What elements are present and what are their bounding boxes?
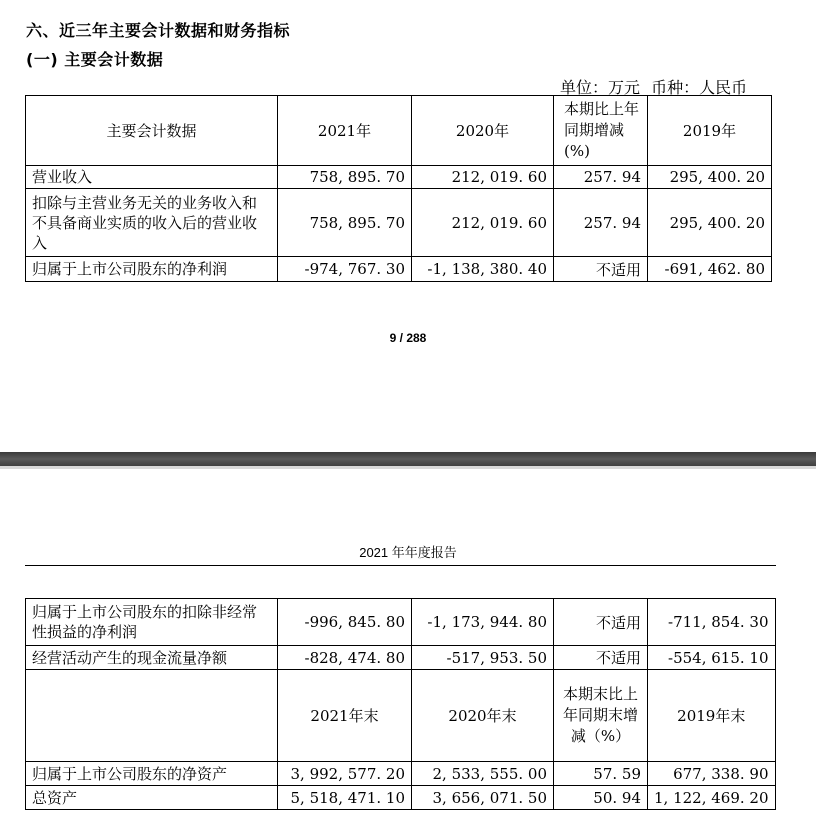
row-label: 归属于上市公司股东的扣除非经常性损益的净利润 — [26, 599, 278, 646]
value-2021: 5, 518, 471. 10 — [278, 786, 412, 810]
table-header-row — [26, 96, 772, 166]
value-change: 不适用 — [554, 257, 648, 282]
value-2019: -554, 615. 10 — [648, 646, 776, 670]
table-row — [26, 189, 772, 257]
header-cell — [26, 670, 278, 762]
row-label: 归属于上市公司股东的净利润 — [26, 257, 278, 282]
value-2019: -691, 462. 80 — [648, 257, 772, 282]
value-2021: -828, 474. 80 — [278, 646, 412, 670]
value-change: 257. 94 — [554, 189, 648, 257]
page-top-shadow — [0, 466, 816, 469]
header-cell: 2021年末 — [278, 670, 412, 762]
table-row — [26, 786, 776, 810]
value-2020: -517, 953. 50 — [412, 646, 554, 670]
value-2020: 3, 656, 071. 50 — [412, 786, 554, 810]
header-rule — [25, 565, 776, 566]
value-2019: 1, 122, 469. 20 — [648, 786, 776, 810]
value-2020: 2, 533, 555. 00 — [412, 762, 554, 786]
row-label: 经营活动产生的现金流量净额 — [26, 646, 278, 670]
value-2021: 3, 992, 577. 20 — [278, 762, 412, 786]
value-2019: 677, 338. 90 — [648, 762, 776, 786]
header-cell: 2021年 — [278, 96, 412, 166]
value-2020: 212, 019. 60 — [412, 166, 554, 189]
header-cell: 2020年 — [412, 96, 554, 166]
row-label: 营业收入 — [26, 166, 278, 189]
value-2020: 212, 019. 60 — [412, 189, 554, 257]
table-row — [26, 762, 776, 786]
table-row — [26, 599, 776, 646]
header-cell: 本期比上年同期增减(%) — [554, 96, 648, 166]
accounting-data-table — [25, 95, 772, 282]
table-row — [26, 646, 776, 670]
table-row — [26, 166, 772, 189]
header-cell: 2020年末 — [412, 670, 554, 762]
page-number: 9 / 288 — [389, 331, 427, 345]
unit-label: 单位：万元 — [560, 78, 641, 97]
report-header-title: 2021 年年度报告 — [359, 545, 457, 560]
header-cell: 主要会计数据 — [26, 96, 278, 166]
accounting-data-table-continued — [25, 598, 776, 810]
value-2019: 295, 400. 20 — [648, 166, 772, 189]
value-change: 不适用 — [554, 646, 648, 670]
header-cell: 本期末比上年同期末增减（%） — [554, 670, 648, 762]
value-2019: -711, 854. 30 — [648, 599, 776, 646]
value-2020: -1, 173, 944. 80 — [412, 599, 554, 646]
row-label: 总资产 — [26, 786, 278, 810]
page-separator — [0, 452, 816, 466]
value-change: 57. 59 — [554, 762, 648, 786]
value-change: 257. 94 — [554, 166, 648, 189]
value-2020: -1, 138, 380. 40 — [412, 257, 554, 282]
row-label: 扣除与主营业务无关的业务收入和不具备商业实质的收入后的营业收入 — [26, 189, 278, 257]
value-2021: 758, 895. 70 — [278, 166, 412, 189]
value-2021: 758, 895. 70 — [278, 189, 412, 257]
table-row — [26, 257, 772, 282]
row-label: 归属于上市公司股东的净资产 — [26, 762, 278, 786]
header-cell: 2019年末 — [648, 670, 776, 762]
value-2019: 295, 400. 20 — [648, 189, 772, 257]
subsection-title: (一) 主要会计数据 — [26, 50, 164, 69]
value-change: 50. 94 — [554, 786, 648, 810]
value-2021: -974, 767. 30 — [278, 257, 412, 282]
section-title: 六、近三年主要会计数据和财务指标 — [26, 21, 291, 40]
value-change: 不适用 — [554, 599, 648, 646]
header-cell: 2019年 — [648, 96, 772, 166]
table-header-row — [26, 670, 776, 762]
currency-label: 币种：人民币 — [651, 78, 748, 97]
value-2021: -996, 845. 80 — [278, 599, 412, 646]
